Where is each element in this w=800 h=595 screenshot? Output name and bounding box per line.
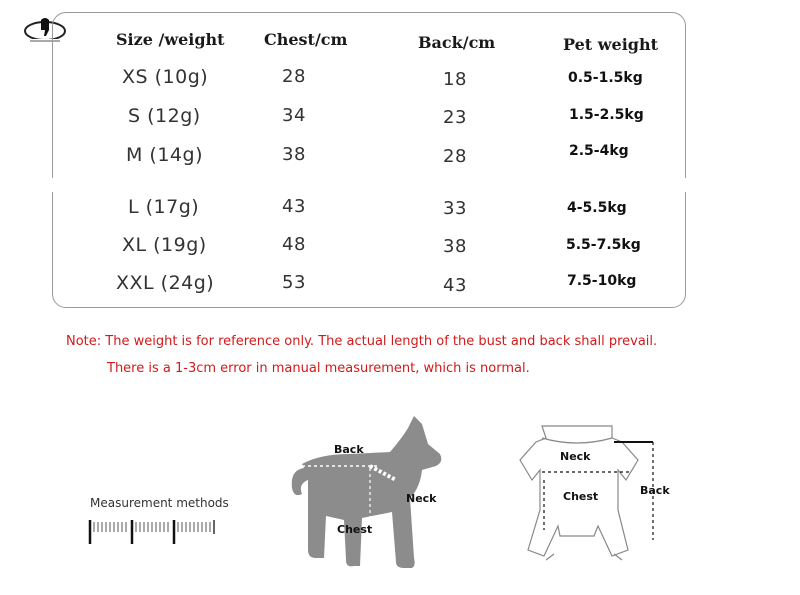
pet-weight-cell: 0.5-1.5kg	[568, 70, 643, 86]
note-line-1: Note: The weight is for reference only. The actual length of the bust and back shall prevail.	[66, 334, 658, 349]
frame-gap	[49, 178, 57, 192]
size-cell: S (12g)	[128, 105, 201, 127]
chest-cell: 53	[282, 272, 306, 293]
back-cell: 43	[443, 275, 467, 296]
size-cell: L (17g)	[128, 196, 200, 218]
size-cell: M (14g)	[126, 144, 203, 166]
back-cell: 33	[443, 198, 467, 219]
ruler-icon	[88, 514, 218, 546]
back-cell: 23	[443, 107, 467, 128]
chest-cell: 28	[282, 66, 306, 87]
dog-back-label: Back	[334, 443, 364, 456]
dog-chest-label: Chest	[337, 523, 373, 536]
measurement-methods-label: Measurement methods	[90, 496, 229, 510]
size-cell: XXL (24g)	[116, 272, 215, 294]
chest-cell: 48	[282, 234, 306, 255]
header-pet-weight: Pet weight	[563, 35, 658, 54]
chest-cell: 34	[282, 105, 306, 126]
back-cell: 28	[443, 146, 467, 167]
pet-weight-cell: 4-5.5kg	[567, 200, 627, 216]
shirt-back-label: Back	[640, 484, 670, 497]
note-line-2: There is a 1-3cm error in manual measurement, which is normal.	[107, 361, 530, 376]
header-size-weight: Size /weight	[116, 30, 225, 49]
size-cell: XL (19g)	[122, 234, 207, 256]
size-cell: XS (10g)	[122, 66, 209, 88]
shirt-neck-label: Neck	[560, 450, 591, 463]
pet-weight-cell: 5.5-7.5kg	[566, 237, 641, 253]
chest-cell: 38	[282, 144, 306, 165]
header-chest: Chest/cm	[264, 30, 348, 49]
back-cell: 18	[443, 69, 467, 90]
dog-silhouette-icon	[284, 410, 454, 570]
shirt-chest-label: Chest	[563, 490, 599, 503]
chest-cell: 43	[282, 196, 306, 217]
pet-weight-cell: 7.5-10kg	[567, 273, 637, 289]
pet-weight-cell: 2.5-4kg	[569, 143, 629, 159]
pet-weight-cell: 1.5-2.5kg	[569, 107, 644, 123]
frame-gap	[682, 178, 690, 192]
dog-neck-label: Neck	[406, 492, 437, 505]
header-back: Back/cm	[418, 33, 496, 52]
back-cell: 38	[443, 236, 467, 257]
